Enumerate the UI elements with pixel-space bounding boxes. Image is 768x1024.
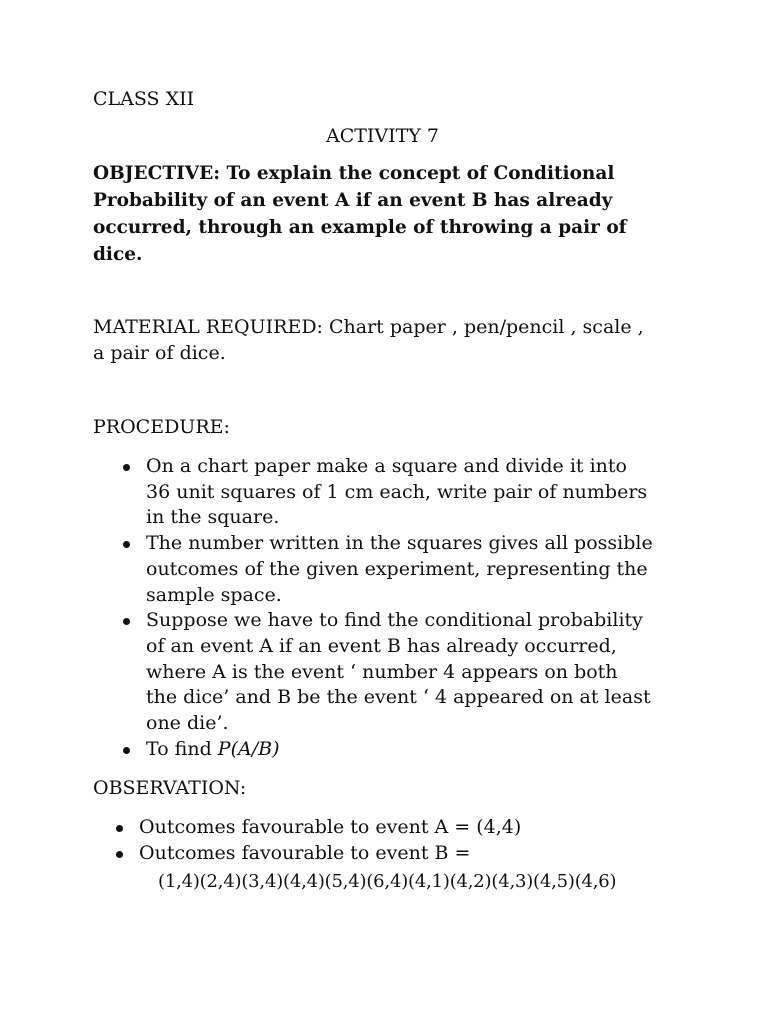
activity-title: ACTIVITY 7 [326, 125, 440, 147]
list-item-line: sample space. [146, 583, 282, 606]
bullet-icon [123, 541, 130, 548]
list-item-line: Suppose we have to find the conditional probability [146, 609, 643, 632]
list-item-line: 36 unit squares of 1 cm each, write pair of numbers [146, 480, 648, 503]
observation-heading: OBSERVATION: [93, 777, 247, 799]
list-item-line: The number written in the squares gives all possible [146, 532, 653, 555]
list-item-line: one die’. [146, 712, 229, 735]
objective-line: occurred, through an example of throwing a pair of [93, 217, 627, 238]
list-item [93, 531, 653, 608]
objective-line: dice. [93, 244, 143, 265]
list-item-line: On a chart paper make a square and divide it into [146, 455, 627, 477]
objective-paragraph [93, 160, 683, 268]
bullet-icon [116, 851, 123, 858]
class-label: CLASS XII [93, 88, 195, 110]
list-item [93, 454, 653, 531]
bullet-icon [123, 464, 130, 471]
list-item-line: where A is the event ‘ number 4 appears on both [146, 660, 618, 683]
list-item [93, 815, 521, 841]
list-item-line [146, 737, 653, 763]
procedure-heading: PROCEDURE: [93, 416, 230, 438]
bullet-icon [123, 747, 130, 754]
list-item-text: To find [146, 737, 218, 760]
material-line: MATERIAL REQUIRED: Chart paper , pen/pencil , scale , [93, 316, 644, 338]
list-item-line: of an event A if an event B has already occurred, [146, 634, 617, 657]
list-item-line: Outcomes favourable to event A = (4,4) [139, 816, 522, 838]
probability-formula: P(A/B) [217, 737, 280, 760]
list-item-line: Outcomes favourable to event B = [139, 841, 471, 864]
list-item [93, 737, 653, 763]
list-item-line: in the square. [146, 506, 280, 529]
bullet-icon [123, 618, 130, 625]
bullet-icon [116, 825, 123, 832]
material-required-paragraph [93, 314, 644, 366]
observation-list [93, 815, 521, 866]
material-line: a pair of dice. [93, 342, 226, 364]
list-item-line: outcomes of the given experiment, representing the [146, 557, 648, 580]
event-b-outcomes: (1,4)(2,4)(3,4)(4,4)(5,4)(6,4)(4,1)(4,2)(4,3)(4,5)(4,6) [158, 871, 617, 892]
list-item [93, 608, 653, 737]
list-item [93, 841, 521, 867]
list-item-line: the dice’ and B be the event ‘ 4 appeared on at least [146, 686, 651, 709]
objective-line: OBJECTIVE: To explain the concept of Conditional [93, 163, 615, 184]
procedure-list [93, 454, 653, 762]
objective-line: Probability of an event A if an event B has already [93, 190, 613, 211]
